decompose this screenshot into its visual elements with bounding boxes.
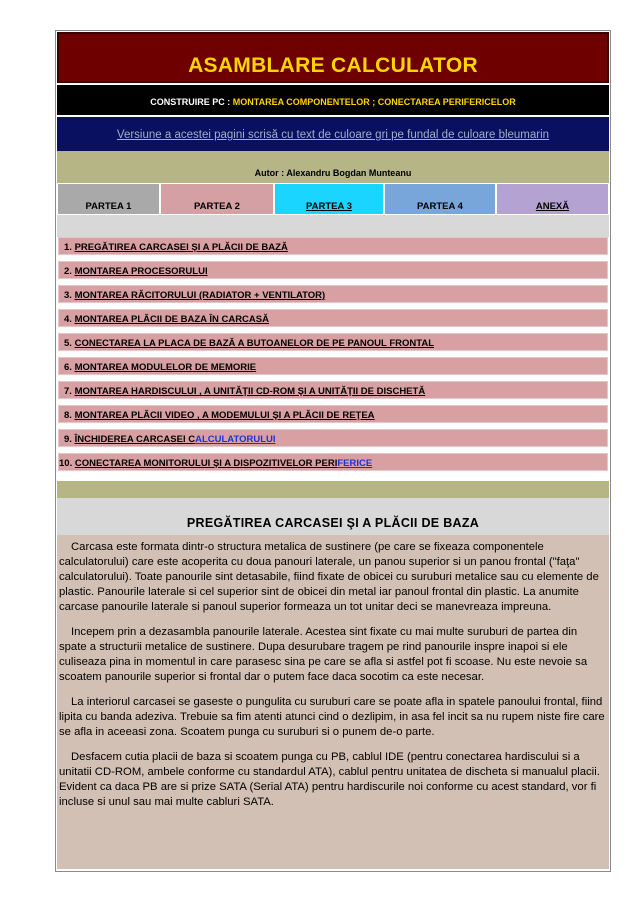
toc-number: 10. [59, 458, 73, 469]
section-header [57, 498, 609, 535]
toc-link[interactable]: MONTAREA RĂCITORULUI (RADIATOR + VENTILATOR) [74, 290, 326, 301]
page-subtitle [57, 97, 609, 107]
toc-link[interactable]: PREGĂTIREA CARCASEI ŞI A PLĂCII DE BAZĂ [74, 242, 288, 253]
toc-link[interactable]: CONECTAREA LA PLACA DE BAZĂ A BUTOANELOR DE PE PANOUL FRONTAL [74, 338, 434, 349]
toc-link[interactable]: MONTAREA MODULELOR DE MEMORIE [74, 362, 257, 373]
toc-item[interactable] [58, 429, 608, 447]
toc-item[interactable] [58, 357, 608, 375]
tab-label: ANEXĂ [535, 201, 570, 212]
toc-item[interactable] [58, 381, 608, 399]
part-tabs [57, 183, 609, 215]
toc-number: 1. [64, 242, 72, 253]
toc-item[interactable] [58, 405, 608, 423]
toc-link[interactable]: MONTAREA PLĂCII DE BAZA ÎN CARCASĂ [74, 314, 269, 325]
subtitle-prefix: CONSTRUIRE PC : [150, 97, 233, 107]
toc-number: 2. [64, 266, 72, 277]
toc-item[interactable] [58, 333, 608, 351]
toc-item[interactable] [58, 309, 608, 327]
toc-number: 9. [64, 434, 72, 445]
tab-label: PARTEA 3 [306, 201, 352, 212]
body-paragraph: La interiorul carcasei se gaseste o pungulita cu suruburi care se poate afla in spatele panoului frontal, fiind lipita cu banda adeziva. Trebuie sa fim atenti atunci cind o dezlipim, in asa fel incit sa nu rupem niste fire care se afla in aceeasi zona. Scoatem punga cu suruburi si o punem de-o parte. [59, 696, 605, 738]
toc-number: 8. [64, 410, 72, 421]
tab-label: PARTEA 2 [194, 201, 240, 212]
tab-partea-1[interactable] [57, 183, 160, 215]
document-page [55, 30, 611, 872]
body-paragraph: Desfacem cutia placii de baza si scoatem punga cu PB, cablul IDE (pentru conectarea hardiscului si a unitatii CD-ROM, ambele conforme cu standardul ATA), cablul pentru unitatea de discheta si manualul placii. Evident ca daca PB are si prize SATA (Serial ATA) pentru hardiscurile noi conforme cu acest standard, vor fi incluse si unul sau mai multe cabluri SATA. [59, 751, 600, 808]
toc-number: 5. [64, 338, 72, 349]
tab-label: PARTEA 4 [417, 201, 463, 212]
section-title: PREGĂTIREA CARCASEI ŞI A PLĂCII DE BAZA [186, 516, 480, 530]
tab-label: PARTEA 1 [85, 201, 132, 212]
subtitle-banner [57, 85, 609, 115]
version-link[interactable]: Versiune a acestei pagini scrisă cu text de culoare gri pe fundal de culoare bleumarin [116, 129, 550, 141]
tab-partea-2[interactable] [160, 183, 274, 215]
toc-number: 6. [64, 362, 72, 373]
toc-item[interactable] [58, 285, 608, 303]
toc-item[interactable] [58, 453, 608, 471]
toc-number: 4. [64, 314, 72, 325]
toc-link-tail[interactable]: ALCULATORULUI [195, 434, 276, 445]
toc-number: 3. [64, 290, 72, 301]
toc-number: 7. [64, 386, 72, 397]
page-title: ASAMBLARE CALCULATOR [188, 54, 478, 77]
divider-band [57, 481, 609, 498]
toc-item[interactable] [58, 261, 608, 279]
tab-partea-3[interactable] [274, 183, 384, 215]
tab-anexa[interactable] [496, 183, 609, 215]
subtitle-highlight: MONTAREA COMPONENTELOR ; CONECTAREA PERIFERICELOR [232, 97, 516, 107]
toc-link[interactable]: MONTAREA HARDISCULUI , A UNITĂŢII CD-ROM ŞI A UNITĂŢII DE DISCHETĂ [74, 386, 426, 397]
body-paragraph: Carcasa este formata dintr-o structura metalica de sustinere (pe care se fixeaza componentele calculatorului) care este acoperita cu doua panouri laterale, un panou superior si un panou frontal ("faţa" calculatorului). Toate panourile sint detasabile, fiind fixate de obicei cu suruburi metalice sau cu elemente de plastic. Panourile laterale si cel superior sint de obicei din metal iar panoul frontal din plastic. La anumite carcase panourile laterale si panoul superior formeaza un tot unitar deci se manevreaza impreuna. [59, 541, 599, 613]
toc-link[interactable]: ÎNCHIDEREA CARCASEI C [74, 434, 196, 445]
toc-link-tail[interactable]: FERICE [337, 458, 373, 469]
spacer-band [57, 215, 609, 237]
section-body [57, 535, 609, 869]
tab-partea-4[interactable] [384, 183, 496, 215]
toc-link[interactable]: MONTAREA PROCESORULUI [74, 266, 208, 277]
author-label: Autor : Alexandru Bogdan Munteanu [254, 168, 412, 178]
body-paragraph: Incepem prin a dezasambla panourile laterale. Acestea sint fixate cu mai multe suruburi de partea din spate a structurii metalice de sustinere. Dupa desurubare tragem pe rind panourile inspre inapoi si ele culiseaza pina in momentul in care parasesc sina pe care se afla si astfel pot fi scoase. Nu este nevoie sa scoatem panourile superior si frontal dar o putem face daca socotim ca este necesar. [59, 626, 588, 683]
toc-link[interactable]: CONECTAREA MONITORULUI ŞI A DISPOZITIVELOR PERI [74, 458, 338, 469]
author-banner [57, 151, 609, 183]
version-banner [57, 117, 609, 151]
title-banner [57, 32, 609, 83]
toc-link[interactable]: MONTAREA PLĂCII VIDEO , A MODEMULUI ŞI A PLĂCII DE REŢEA [74, 410, 375, 421]
toc-item[interactable] [58, 237, 608, 255]
